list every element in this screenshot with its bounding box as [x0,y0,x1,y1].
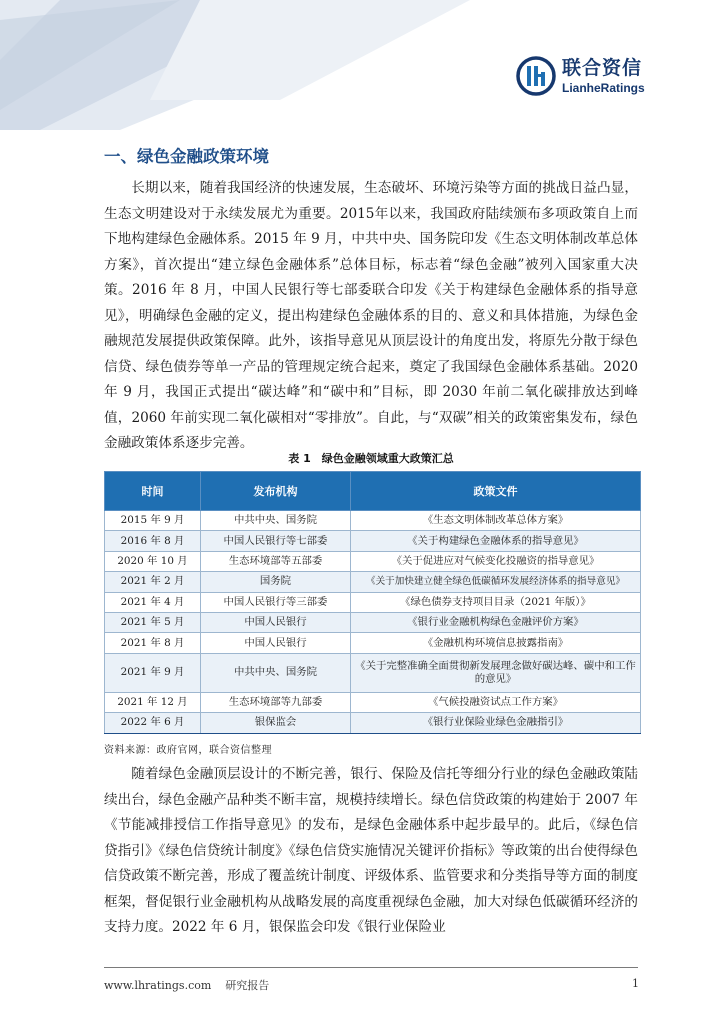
table-header-row [105,472,641,511]
cell-time: 2021 年 12 月 [105,692,201,712]
cell-issuer: 中国人民银行 [201,633,351,653]
cell-time: 2015 年 9 月 [105,511,201,531]
cell-time: 2021 年 9 月 [105,653,201,692]
cell-time: 2016 年 8 月 [105,531,201,551]
table-row [105,592,641,612]
cell-issuer: 中国人民银行 [201,612,351,632]
cell-policy: 《生态文明体制改革总体方案》 [351,511,641,531]
cell-issuer: 中共中央、国务院 [201,511,351,531]
cell-issuer: 生态环境部等五部委 [201,551,351,571]
cell-issuer: 中共中央、国务院 [201,653,351,692]
table-source-note: 资料来源：政府官网，联合资信整理 [104,745,272,756]
cell-issuer: 生态环境部等九部委 [201,692,351,712]
table-row [105,572,641,592]
table-caption: 表 1 绿色金融领域重大政策汇总 [288,452,454,465]
cell-issuer: 中国人民银行等三部委 [201,592,351,612]
cell-policy: 《关于促进应对气候变化投融资的指导意见》 [351,551,641,571]
policy-table [104,471,641,734]
cell-time: 2021 年 5 月 [105,612,201,632]
footer-divider [104,967,638,968]
column-header-issuer: 发布机构 [201,472,351,511]
cell-policy: 《关于加快建立健全绿色低碳循环发展经济体系的指导意见》 [351,572,641,592]
cell-policy: 《气候投融资试点工作方案》 [351,692,641,712]
page-number: 1 [632,977,639,990]
cell-time: 2020 年 10 月 [105,551,201,571]
cell-time: 2022 年 6 月 [105,713,201,733]
table-row [105,653,641,692]
cell-policy: 《关于完整准确全面贯彻新发展理念做好碳达峰、碳中和工作的意见》 [351,653,641,692]
cell-policy: 《关于构建绿色金融体系的指导意见》 [351,531,641,551]
column-header-policy: 政策文件 [351,472,641,511]
table-row [105,551,641,571]
cell-issuer: 中国人民银行等七部委 [201,531,351,551]
table-row [105,612,641,632]
cell-time: 2021 年 4 月 [105,592,201,612]
lianhe-logo-icon [516,56,556,96]
cell-policy: 《银行业金融机构绿色金融评价方案》 [351,612,641,632]
column-header-time: 时间 [105,472,201,511]
footer-left [104,977,269,993]
cell-policy: 《银行业保险业绿色金融指引》 [351,713,641,733]
cell-time: 2021 年 8 月 [105,633,201,653]
logo-english-name: LianheRatings [562,80,645,95]
table-row [105,531,641,551]
logo-chinese-name: 联合资信 [562,56,643,79]
footer-website-link[interactable]: www.lhratings.com [104,979,212,992]
footer-doc-type: 研究报告 [225,979,270,992]
body-paragraph-2: 随着绿色金融顶层设计的不断完善，银行、保险及信托等细分行业的绿色金融政策陆续出台，绿色金融产品种类不断丰富，规模持续增长。绿色信贷政策的构建始于 2007 年《节能减排授信工作指导意见》的发布，是绿色金融体系中起步最早的。此后，《绿色信贷指引》《绿色信贷统计制度》《绿色信贷实施情况关键评价指标》等政策的出台使得绿色信贷政策不断完善，形成了覆盖统计制度、评级体系、监管要求和分类指导等方面的制度框架，督促银行业金融机构从战略发展的高度重视绿色金融，加大对绿色低碳循环经济的支持力度。2022 年 6 月，银保监会印发《银行业保险业 [104,766,638,935]
company-logo [516,56,645,96]
cell-time: 2021 年 2 月 [105,572,201,592]
table-row [105,713,641,733]
body-paragraph-1: 长期以来，随着我国经济的快速发展，生态破坏、环境污染等方面的挑战日益凸显，生态文明建设对于永续发展尤为重要。2015年以来，我国政府陆续颁布多项政策自上而下地构建绿色金融体系。2015 年 9 月，中共中央、国务院印发《生态文明体制改革总体方案》，首次提出“建立绿色金融体系”总体目标，标志着“绿色金融”被列入国家重大决策。2016 年 8 月，中国人民银行等七部委联合印发《关于构建绿色金融体系的指导意见》，明确绿色金融的定义，提出构建绿色金融体系的目的、意义和具体措施，为绿色金融规范发展提供政策保障。此外，该指导意见从顶层设计的角度出发，将原先分散于绿色信贷、绿色债券等单一产品的管理规定统合起来，奠定了我国绿色金融体系基础。2020 年 9 月，我国正式提出“碳达峰”和“碳中和”目标，即 2030 年前二氧化碳排放达到峰值，2060 年前实现二氧化碳相对“零排放”。自此，与“双碳”相关的政策密集发布，绿色金融政策体系逐步完善。 [104,180,638,451]
cell-issuer: 银保监会 [201,713,351,733]
cell-policy: 《绿色债券支持项目目录（2021 年版）》 [351,592,641,612]
section-heading: 一、绿色金融政策环境 [104,147,269,166]
cell-issuer: 国务院 [201,572,351,592]
table-row [105,692,641,712]
cell-policy: 《金融机构环境信息披露指南》 [351,633,641,653]
table-row [105,511,641,531]
table-row [105,633,641,653]
